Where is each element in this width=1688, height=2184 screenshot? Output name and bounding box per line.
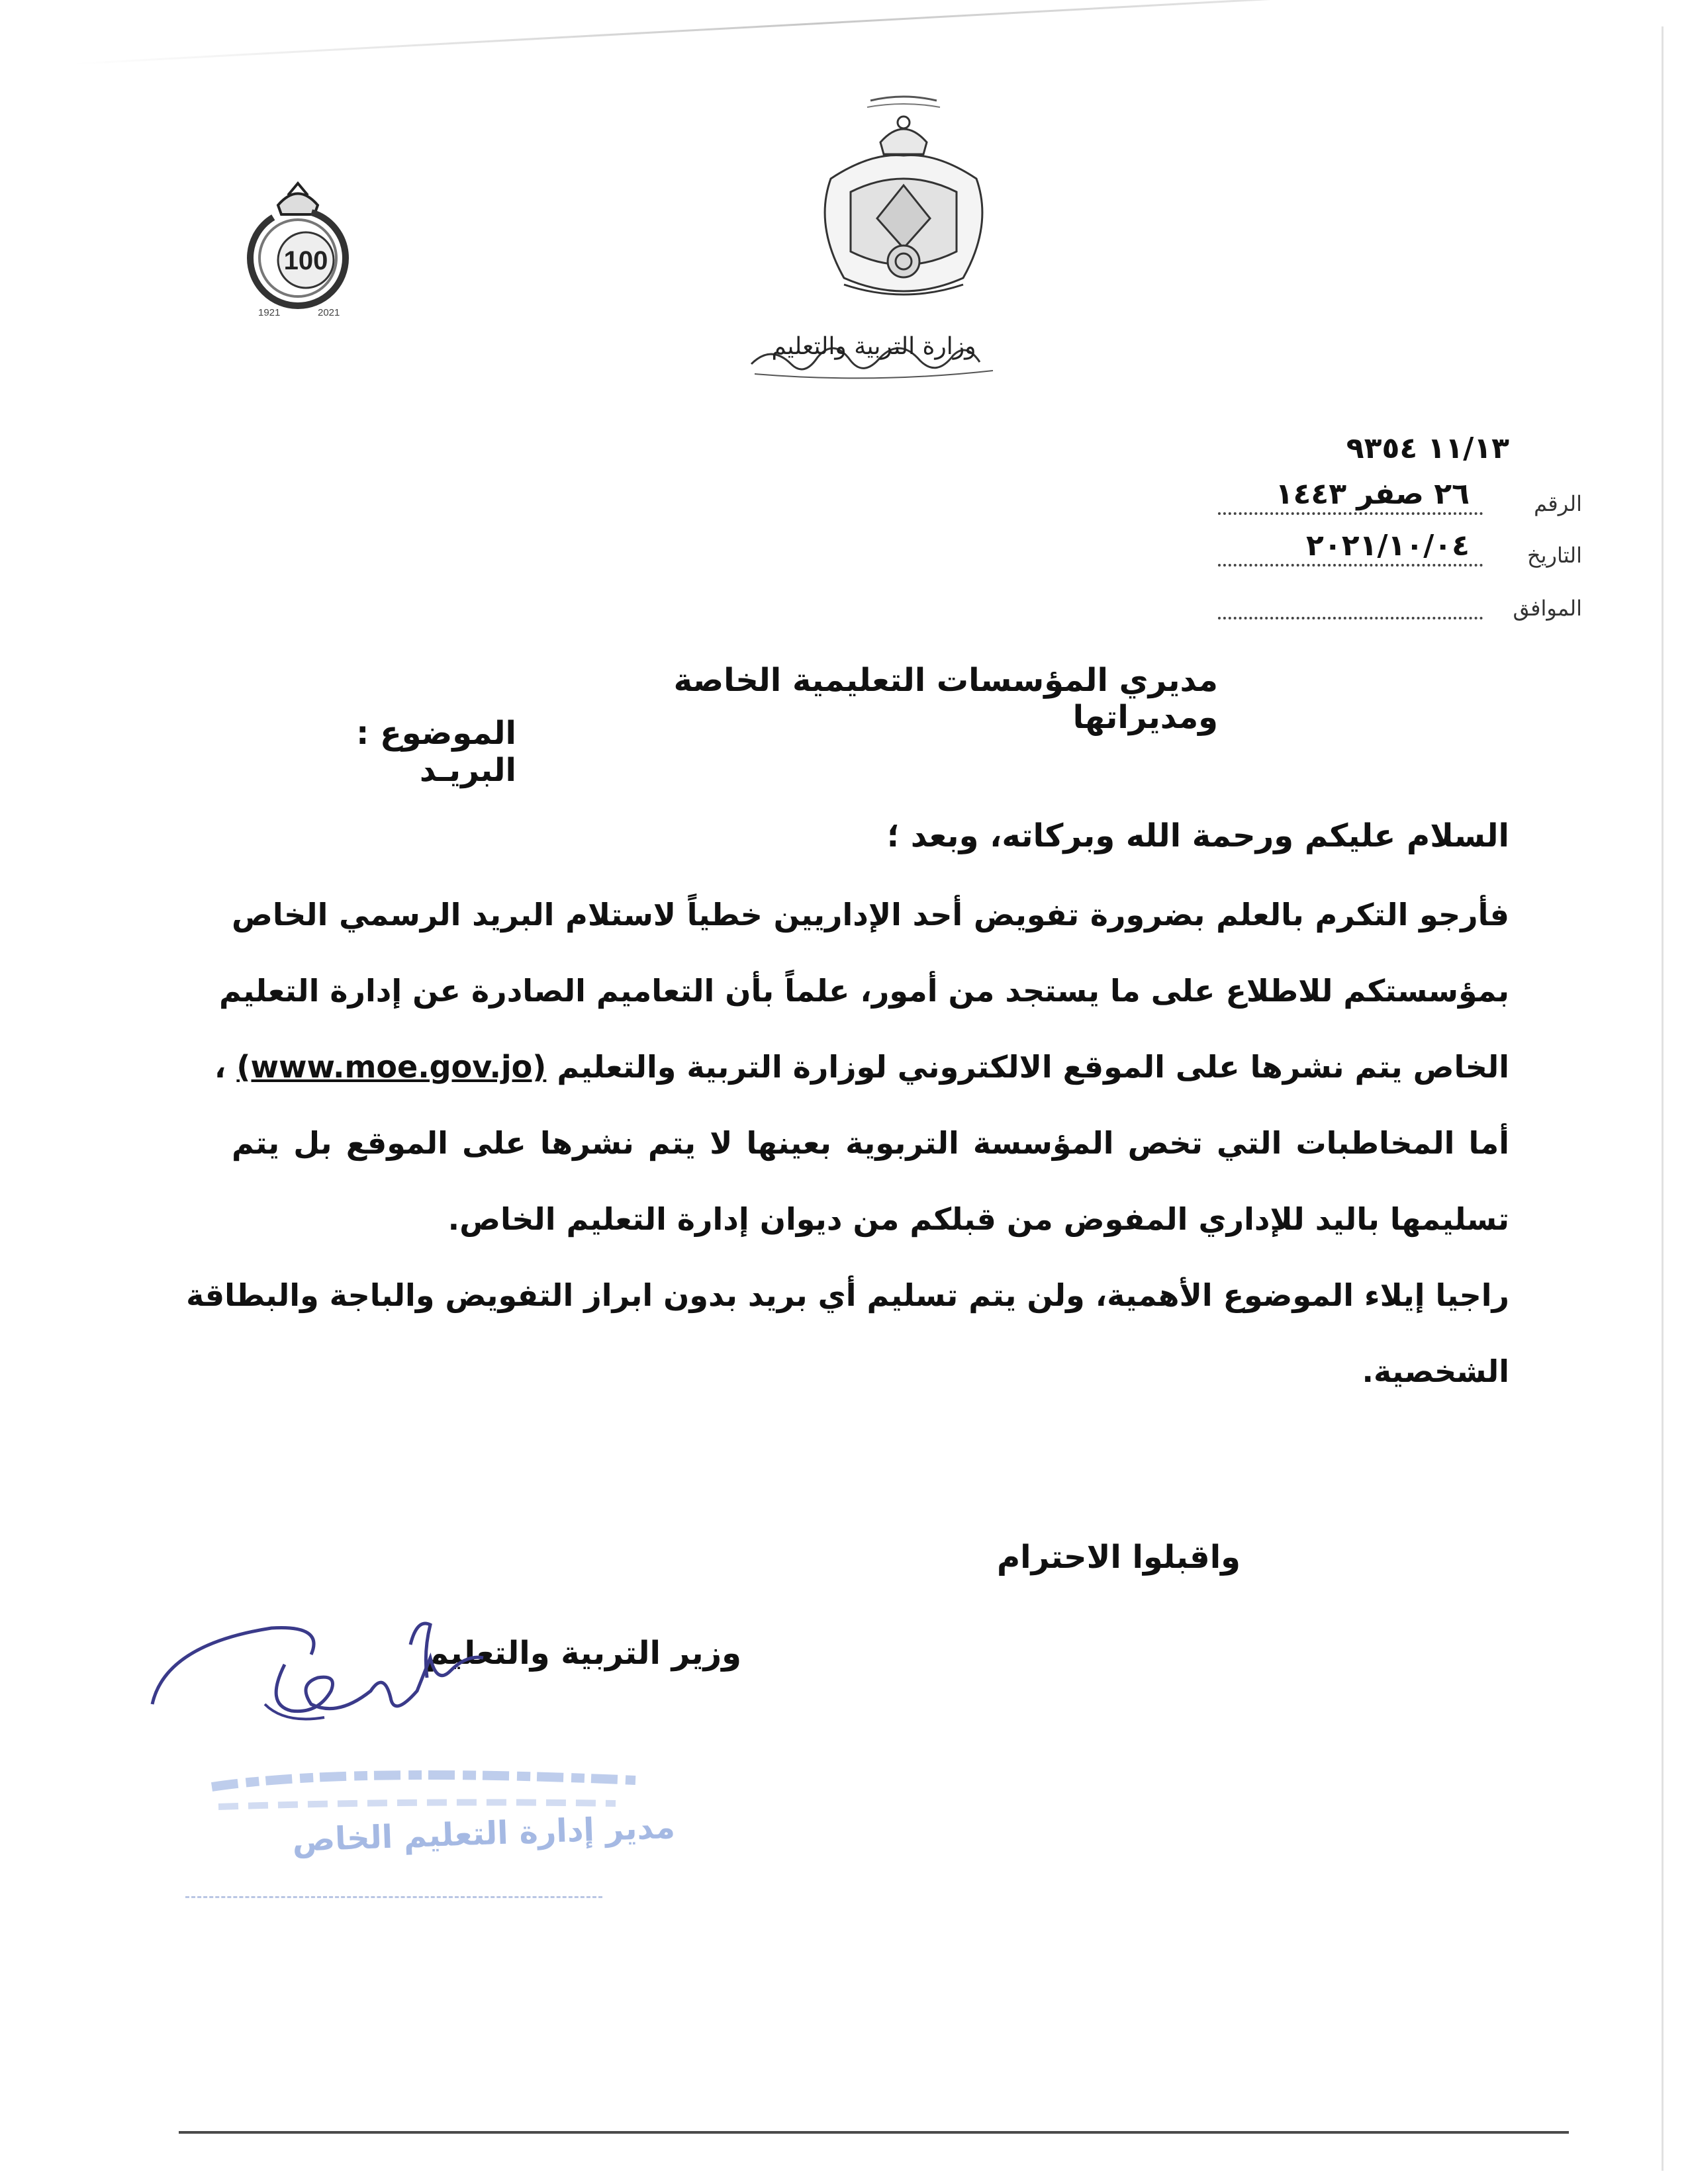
ministry-calligraphy-logo [741, 324, 1006, 384]
dotted-line [1218, 512, 1483, 515]
body-line: راجيا إيلاء الموضوع الأهمية، ولن يتم تسليم أي بريد بدون ابراز التفويض والباجة والبطاقة [186, 1277, 1509, 1313]
reference-number-row [1211, 478, 1582, 519]
reference-agreement-label: الموافق [1513, 596, 1582, 621]
page-bottom-rule [179, 2131, 1569, 2134]
body-line [214, 1049, 1509, 1085]
reference-number-label: الرقم [1534, 491, 1582, 516]
ministry-name: وزارة التربية والتعليم [771, 333, 976, 360]
centenary-100-logo [232, 169, 364, 321]
body-line: تسليمها باليد للإداري المفوض من قبلكم من ديوان إدارة التعليم الخاص. [447, 1201, 1509, 1237]
signatory-title: وزير التربية والتعليم [425, 1635, 741, 1672]
centenary-year-end: 2021 [318, 307, 340, 318]
body-line: فأرجو التكرم بالعلم بضرورة تفويض أحد الإداريين خطياً لاستلام البريد الرسمي الخاص [232, 897, 1509, 933]
body-line-text: الخاص يتم نشرها على الموقع الالكتروني لوزارة التربية والتعليم [557, 1049, 1509, 1085]
closing-phrase: واقبلوا الاحترام [996, 1539, 1241, 1576]
dotted-line [1218, 617, 1483, 619]
letter-subject: الموضوع : البريـد [356, 715, 516, 789]
coat-of-arms-emblem [804, 93, 1003, 304]
centenary-number: 100 [283, 246, 328, 275]
stamp-text: مدير إدارة التعليم الخاص [291, 1808, 676, 1859]
body-line: أما المخاطبات التي تخص المؤسسة التربوية بعينها لا يتم نشرها على الموقع بل يتم [232, 1125, 1509, 1161]
reference-date-row [1211, 529, 1582, 570]
letter-recipient: مديري المؤسسات التعليمية الخاصة ومديراتها [673, 662, 1218, 736]
url-comma: ، [214, 1049, 226, 1085]
reference-date-value: ٢٠٢١/١٠/٠٤ [1306, 529, 1470, 563]
letter-greeting: السلام عليكم ورحمة الله وبركاته، وبعد ؛ [886, 817, 1509, 854]
body-line: الشخصية. [1362, 1353, 1509, 1389]
reference-agreement-row [1211, 582, 1582, 623]
scan-dashed-mark [185, 1896, 602, 1898]
centenary-year-start: 1921 [258, 307, 281, 318]
dotted-line [1218, 564, 1483, 567]
scan-edge-line [1662, 26, 1664, 2171]
body-line: بمؤسستكم للاطلاع على ما يستجد من أمور، علماً بأن التعاميم الصادرة عن إدارة التعليم [218, 973, 1509, 1009]
reference-number-line: ١١/١٣ ٩٣٥٤ [1346, 432, 1509, 465]
reference-number-value: ٢٦ صفر ١٤٤٣ [1275, 477, 1470, 511]
website-url: (www.moe.gov.jo) [236, 1049, 547, 1085]
reference-date-label: التاريخ [1526, 543, 1582, 568]
scan-edge-line [73, 0, 1560, 65]
